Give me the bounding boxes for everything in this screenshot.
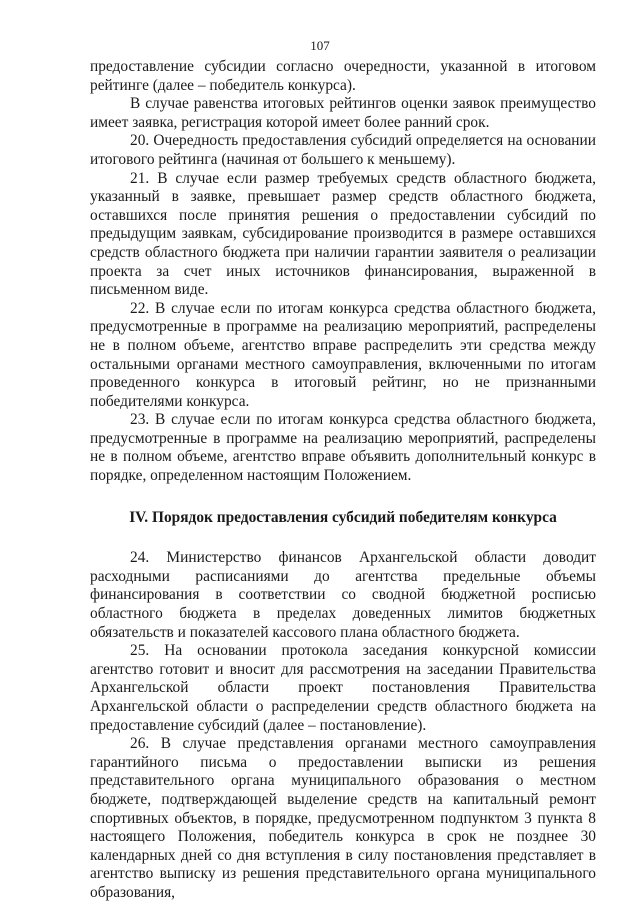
paragraph-25: 25. На основании протокола заседания конкурсной комиссии агентство готовит и вносит для рассмотрения на заседании Правительства Архангельской области проект постановления Правительства Архангельской области о распределении средств областного бюджета на предоставление субсидий (далее – постановление). [90, 642, 596, 734]
document-body [90, 58, 596, 903]
paragraph-continuation: предоставление субсидии согласно очередности, указанной в итоговом рейтинге (далее – победитель конкурса). [90, 58, 596, 94]
paragraph-23: 23. В случае если по итогам конкурса средства областного бюджета, предусмотренные в программе на реализацию мероприятий, распределены не в полном объеме, агентство вправе объявить дополнительный конкурс в порядке, определенном настоящим Положением. [90, 411, 596, 485]
paragraph-20: 20. Очередность предоставления субсидий определяется на основании итогового рейтинга (начиная от большего к меньшему). [90, 132, 596, 168]
paragraph-21: 21. В случае если размер требуемых средств областного бюджета, указанный в заявке, превышает размер средств областного бюджета, оставшихся после принятия решения о предоставлении субсидий по предыдущим заявкам, субсидирование производится в размере оставшихся средств областного бюджета при наличии гарантии заявителя о реализации проекта за счет иных источников финансирования, выраженной в письменном виде. [90, 169, 596, 299]
page-number: 107 [310, 38, 330, 53]
paragraph-22: 22. В случае если по итогам конкурса средства областного бюджета, предусмотренные в программе на реализацию мероприятий, распределены не в полном объеме, агентство вправе распределить эти средства между остальными органами местного самоуправления, включенными по итогам проведенного конкурса в итоговый рейтинг, но не признанными победителями конкурса. [90, 299, 596, 410]
paragraph: В случае равенства итоговых рейтингов оценки заявок преимущество имеет заявка, регистрация которой имеет более ранний срок. [90, 95, 596, 131]
section-heading: IV. Порядок предоставления субсидий победителям конкурса [129, 508, 557, 526]
paragraph-24: 24. Министерство финансов Архангельской области доводит расходными расписаниями до агентства предельные объемы финансирования в соответствии со сводной бюджетной росписью областного бюджета в пределах доведенных лимитов бюджетных обязательств и показателей кассового плана областного бюджета. [90, 549, 596, 641]
paragraph-26: 26. В случае представления органами местного самоуправления гарантийного письма о предоставлении выписки из решения представительного органа муниципального образования о местном бюджете, подтверждающей выделение средств на капитальный ремонт спортивных объектов, в порядке, предусмотренном подпунктом 3 пункта 8 настоящего Положения, победитель конкурса в срок не позднее 30 календарных дней со дня вступления в силу постановления представляет в агентство выписку из решения представительного органа муниципального образования, [90, 735, 596, 901]
